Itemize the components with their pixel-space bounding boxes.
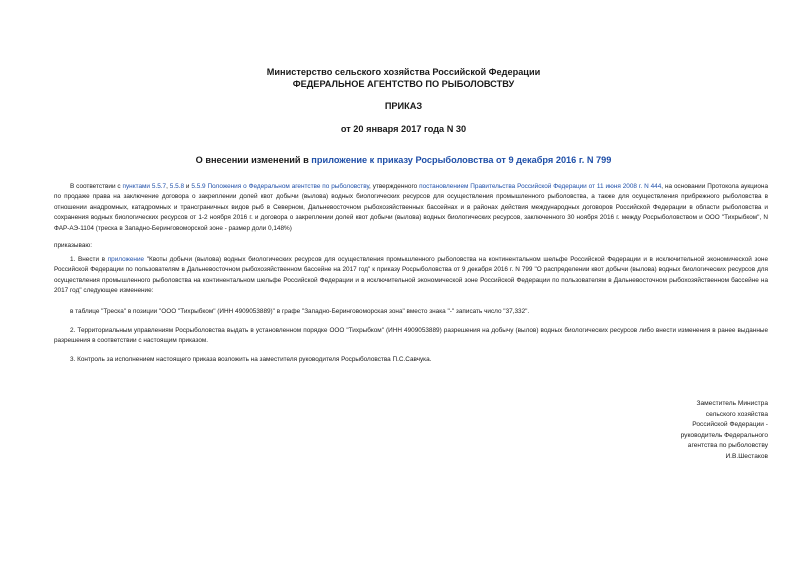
signature-line: сельского хозяйства (705, 410, 768, 418)
document-type: ПРИКАЗ (384, 101, 423, 111)
preamble-text-2: , (166, 183, 170, 190)
preamble-text-6: , на основании Протокола аукциона по продаже права на заключение договора о закреплении долей квот добычи (вылова) водных биологических ресурсов для осуществления промышленного рыболовства, а также для осуществления прибрежного рыболовства в отношении анадромных, катадромных и трансграничных видов рыб в Северном, Дальневосточном рыбохозяйственных бассейнах и в районах действия международных договоров Российской Федерации в области рыболовства и сохранения водных биологических ресурсов от 1-2 ноября 2016 г. и договора о закреплении долей квот добычи (вылова) водных биологических ресурсов, заключенного 30 ноября 2016 г. между Росрыболовством и ООО "Тихрыбком", N ФАР-АЭ-1104 (треска в Западно-Беринговоморской зоне - размер доли 0,148%) (54, 183, 769, 232)
ministry-name: Министерство сельского хозяйства Российской Федерации (266, 67, 541, 77)
item-1-text-1: 1. Внести в (70, 256, 108, 263)
signature-line: агентства по рыболовству (687, 442, 768, 450)
agency-name: ФЕДЕРАЛЬНОЕ АГЕНТСТВО ПО РЫБОЛОВСТВУ (292, 79, 515, 89)
item-1-change: в таблице "Треска" в позиции "ООО "Тихрыбком" (ИНН 4909053889)" в графе "Западно-Беринговоморская зона" вместо знака "-" записать число "37,332". (70, 308, 530, 315)
order-word: приказываю: (54, 242, 92, 249)
link-clause-5-5-7[interactable]: пунктами 5.5.7 (122, 183, 167, 190)
link-clause-5-5-8[interactable]: 5.5.8 (169, 183, 184, 190)
document-date-number: от 20 января 2017 года N 30 (340, 124, 467, 134)
signature-line: Заместитель Министра (696, 400, 768, 407)
link-clause-5-5-9[interactable]: 5.5.9 (191, 183, 206, 190)
item-2-paragraph: 2. Территориальным управлениям Росрыболовства выдать в установленном порядке ООО "Тихрыбком" (ИНН 4909053889) разрешения на добычу (вылов) водных биологических ресурсов либо внести изменения в ранее выданные разрешения в соответствии с настоящим приказом. (54, 327, 768, 345)
signature-block (681, 399, 768, 463)
item-1-paragraph (54, 255, 768, 297)
signature-line: руководитель Федерального (680, 431, 768, 439)
preamble-text-3: и (184, 183, 192, 190)
signatory-name: И.В.Шестаков (725, 452, 768, 460)
link-government-resolution[interactable]: постановлением Правительства Российской Федерации от 11 июня 2008 г. N 444 (419, 183, 662, 190)
document-header (0, 66, 807, 90)
subject-link[interactable]: приложение к приказу Росрыболовства от 9 декабря 2016 г. N 799 (311, 155, 612, 165)
document-subject (0, 155, 807, 165)
signature-line: Российской Федерации - (692, 421, 768, 429)
link-appendix[interactable]: приложение (107, 256, 145, 263)
link-regulation[interactable]: Положения о Федеральном агентстве по рыболовству (207, 183, 370, 190)
item-3-paragraph: 3. Контроль за исполнением настоящего приказа возложить на заместителя руководителя Росрыболовства П.С.Савчука. (70, 356, 432, 363)
subject-prefix: О внесении изменений в (195, 155, 312, 165)
preamble-text-1: В соответствии с (70, 183, 123, 190)
item-1-text-2: "Квоты добычи (вылова) водных биологических ресурсов для осуществления промышленного рыболовства на континентальном шельфе Российской Федерации и в исключительной экономической зоне Российской Федерации по пользователям в Дальневосточном рыбохозяйственном бассейне на 2017 год" к приказу Росрыболовства от 9 декабря 2016 г. N 799 "О распределении квот добычи (вылова) водных биологических ресурсов для осуществления промышленного рыболовства на континентальном шельфе Российской Федерации и в исключительной экономической зоне Российской Федерации по пользователям в Дальневосточном рыбохозяйственном бассейне на 2017 год" следующее изменение: (54, 256, 768, 295)
preamble-paragraph (54, 182, 768, 234)
preamble-text-5: , утвержденного (369, 183, 420, 190)
